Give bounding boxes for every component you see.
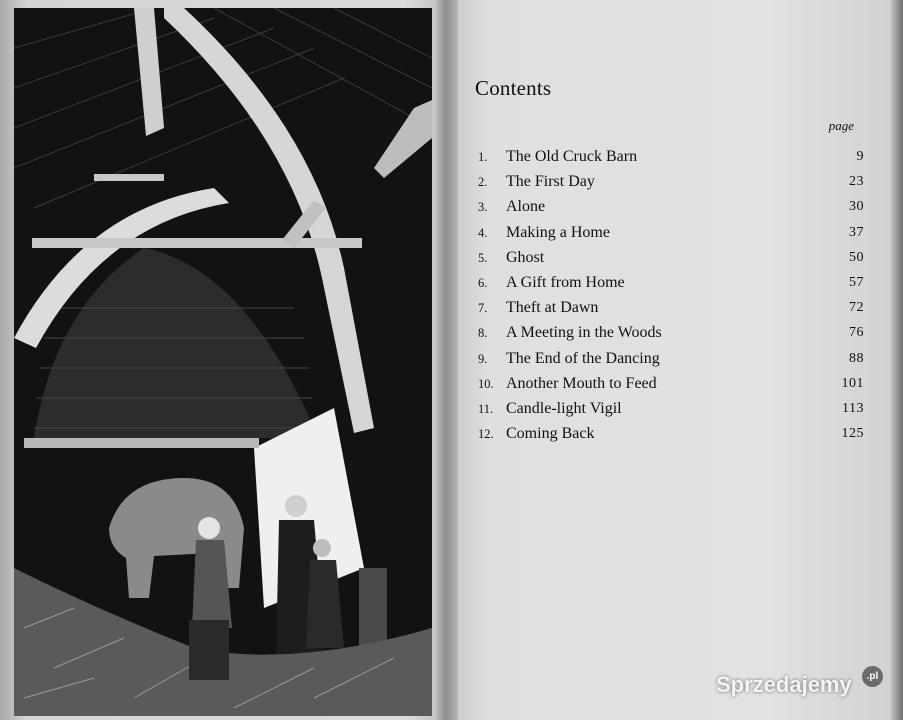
chapter-number: 1. [478, 150, 488, 164]
chapter-number: 11. [478, 401, 494, 416]
chapter-title: Another Mouth to Feed [506, 374, 657, 392]
chapter-number: 8. [478, 326, 488, 341]
toc-entry [478, 346, 870, 371]
toc-entry [478, 220, 870, 245]
toc-entry [478, 421, 870, 446]
chapter-number: 5. [478, 250, 488, 265]
chapter-page: 30 [849, 199, 864, 215]
chapter-title: Coming Back [506, 425, 595, 443]
book-gutter [436, 0, 458, 720]
chapter-number: 4. [478, 225, 488, 240]
chapter-title: Ghost [506, 248, 545, 266]
chapter-page: 50 [849, 249, 864, 265]
chapter-title: Theft at Dawn [506, 299, 599, 317]
chapter-page: 57 [849, 274, 864, 290]
chapter-title: Candle-light Vigil [506, 399, 622, 417]
chapter-page: 113 [842, 400, 864, 416]
chapter-page: 37 [849, 224, 864, 240]
chapter-page: 76 [849, 325, 864, 341]
chapter-title: A Gift from Home [506, 273, 625, 291]
toc-entry [478, 270, 870, 295]
chapter-title: The First Day [506, 173, 595, 191]
page-column-label: page [828, 118, 854, 133]
chapter-title: Alone [506, 198, 546, 216]
chapter-page: 9 [856, 149, 864, 164]
chapter-page: 23 [849, 174, 864, 190]
chapter-number: 2. [478, 175, 488, 190]
toc-entry [478, 169, 870, 194]
table-of-contents [478, 144, 870, 446]
toc-entry [478, 396, 870, 421]
page-shadow [889, 0, 903, 720]
chapter-number: 9. [478, 351, 488, 366]
chapter-number: 12. [478, 427, 494, 442]
toc-entry [478, 295, 870, 320]
chapter-page: 88 [849, 350, 864, 366]
chapter-title: The End of the Dancing [506, 349, 660, 367]
contents-title: Contents [475, 76, 552, 100]
toc-entry [478, 194, 870, 219]
chapter-title: A Meeting in the Woods [506, 324, 662, 342]
chapter-page: 72 [849, 300, 864, 316]
chapter-page: 125 [841, 426, 864, 442]
chapter-page: 101 [841, 375, 864, 391]
watermark-text: Sprzedajemy [716, 672, 852, 697]
barn-illustration [14, 8, 432, 716]
chapter-number: 3. [478, 200, 488, 215]
chapter-number: 10. [478, 376, 494, 391]
chapter-title: Making a Home [506, 223, 610, 241]
chapter-number: 7. [478, 301, 488, 316]
watermark-badge-icon: .pl [862, 666, 883, 687]
toc-entry [478, 245, 870, 270]
chapter-title: The Old Cruck Barn [506, 148, 638, 165]
toc-entry [478, 320, 870, 345]
chapter-number: 6. [478, 275, 488, 290]
toc-entry [478, 371, 870, 396]
toc-entry [478, 144, 870, 169]
